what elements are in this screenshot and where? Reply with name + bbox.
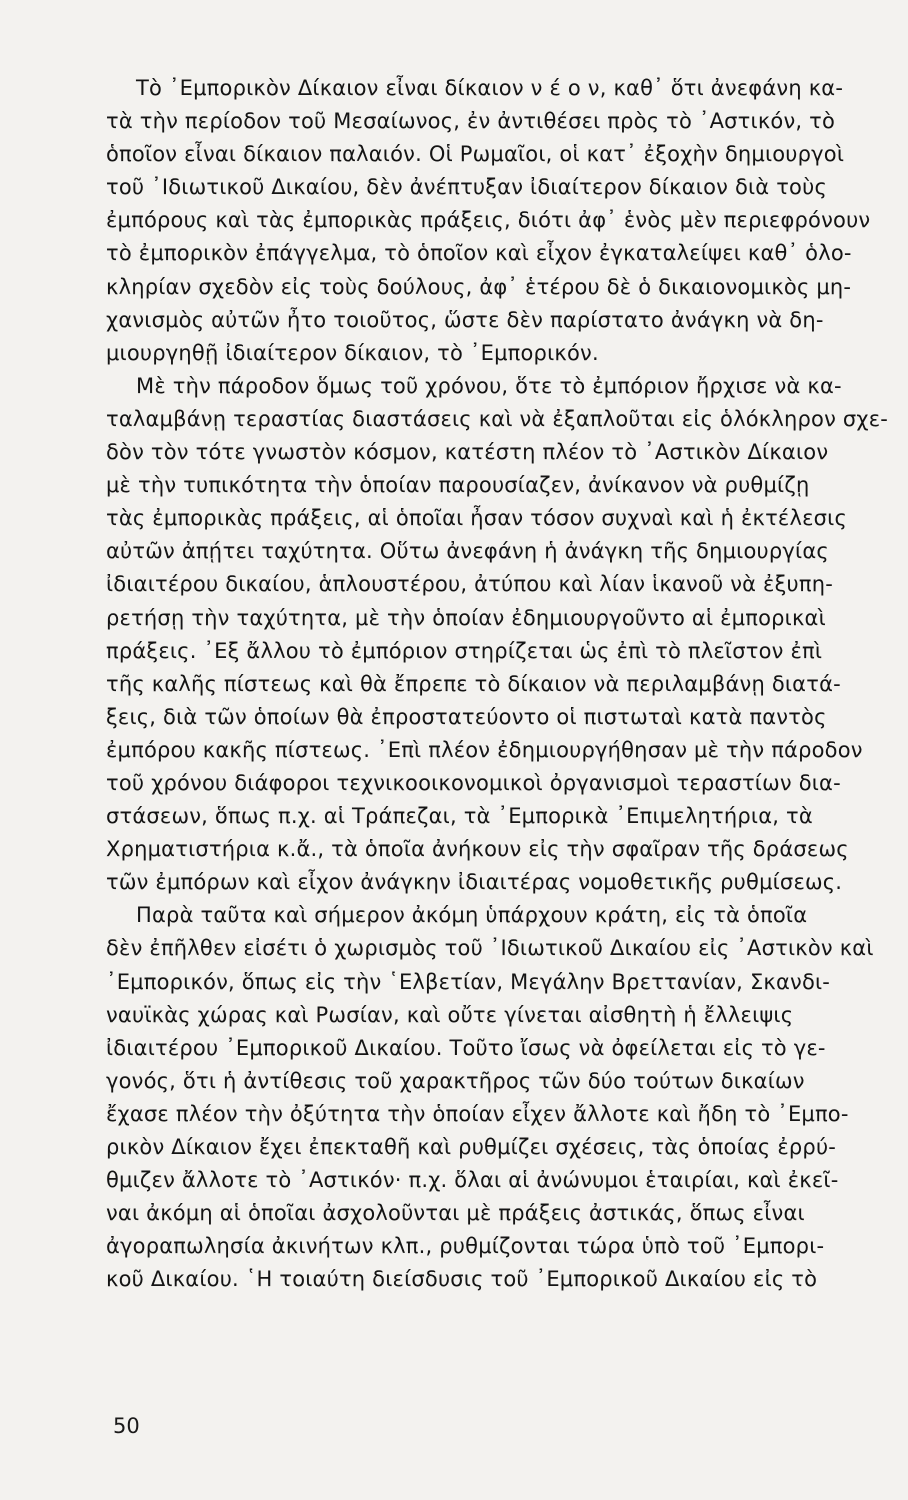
text-line: τοῦ χρόνου διάφοροι τεχνικοοικονομικοὶ ὀργανισμοὶ τεραστίων δια- [106,770,841,795]
text-line: ἐμπόρου κακῆς πίστεως. ᾿Επὶ πλέον ἐδημιουργήθησαν μὲ τὴν πάροδον [106,737,863,762]
text-line: τὰς ἐμπορικὰς πράξεις, αἱ ὁποῖαι ἦσαν τόσον συχναὶ καὶ ἡ ἐκτέλεσις [106,506,847,531]
text-line: στάσεων, ὅπως π.χ. αἱ Τράπεζαι, τὰ ᾿Εμπορικὰ ᾿Επιμελητήρια, τὰ [106,804,813,829]
text-line: γονός, ὅτι ἡ ἀντίθεσις τοῦ χαρακτῆρος τῶν δύο τούτων δικαίων [106,1068,805,1093]
text-line: ἰδιαιτέρου δικαίου, ἁπλουστέρου, ἀτύπου καὶ λίαν ἱκανοῦ νὰ ἐξυπη- [106,572,833,597]
text-line: ρικὸν Δίκαιον ἔχει ἐπεκταθῆ καὶ ρυθμίζει σχέσεις, τὰς ὁποίας ἐρρύ- [106,1135,837,1159]
text-line: Τὸ ᾿Εμπορικὸν Δίκαιον εἶναι δίκαιον ν έ ο ν, καθ᾿ ὅτι ἀνεφάνη κα- [136,76,844,100]
text-line: τὰ τὴν περίοδον τοῦ Μεσαίωνος, ἐν ἀντιθέσει πρὸς τὸ ᾿Αστικόν, τὸ [106,109,836,134]
text-line: ναι ἀκόμη αἱ ὁποῖαι ἀσχολοῦνται μὲ πράξεις ἀστικάς, ὅπως εἶναι [106,1201,805,1226]
text-line: κοῦ Δικαίου. ῾Η τοιαύτη διείσδυσις τοῦ ᾿Εμπορικοῦ Δικαίου εἰς τὸ [106,1267,818,1292]
text-line: δὸν τὸν τότε γνωστὸν κόσμον, κατέστη πλέον τὸ ᾿Αστικὸν Δίκαιον [106,440,829,465]
text-line: τῶν ἐμπόρων καὶ εἶχον ἀνάγκην ἰδιαιτέρας νομοθετικῆς ρυθμίσεως. [106,870,843,895]
text-line: αὐτῶν ἀπῄτει ταχύτητα. Οὕτω ἀνεφάνη ἡ ἀνάγκη τῆς δημιουργίας [106,539,829,564]
text-line: τὸ ἐμπορικὸν ἐπάγγελμα, τὸ ὁποῖον καὶ εἶχον ἐγκαταλείψει καθ᾿ ὁλο- [106,241,852,266]
text-line: ἀγοραπωλησία ἀκινήτων κλπ., ρυθμίζονται τώρα ὑπὸ τοῦ ᾿Εμπορι- [106,1234,825,1259]
text-line: ἐμπόρους καὶ τὰς ἐμπορικὰς πράξεις, διότι ἀφ᾿ ἑνὸς μὲν περιεφρόνουν [106,208,871,233]
text-line: Χρηματιστήρια κ.ἄ., τὰ ὁποῖα ἀνήκουν εἰς τὴν σφαῖραν τῆς δράσεως [106,837,849,862]
page-number: 50 [113,1414,140,1438]
text-line: δὲν ἐπῆλθεν εἰσέτι ὁ χωρισμὸς τοῦ ᾿Ιδιωτικοῦ Δικαίου εἰς ᾿Αστικὸν καὶ [106,936,874,961]
text-line: Παρὰ ταῦτα καὶ σήμερον ἀκόμη ὑπάρχουν κράτη, εἰς τὰ ὁποῖα [136,903,808,928]
text-line: πράξεις. ᾿Εξ ἄλλου τὸ ἐμπόριον στηρίζεται ὡς ἐπὶ τὸ πλεῖστον ἐπὶ [106,638,823,663]
text-line: θμιζεν ἄλλοτε τὸ ᾿Αστικόν· π.χ. ὅλαι αἱ ἀνώνυμοι ἑταιρίαι, καὶ ἐκεῖ- [106,1168,839,1193]
text-line: τῆς καλῆς πίστεως καὶ θὰ ἔπρεπε τὸ δίκαιον νὰ περιλαμβάνῃ διατά- [106,671,841,696]
text-line: ρετήσῃ τὴν ταχύτητα, μὲ τὴν ὁποίαν ἐδημιουργοῦντο αἱ ἐμπορικαὶ [106,605,826,630]
text-line: κληρίαν σχεδὸν εἰς τοὺς δούλους, ἀφ᾿ ἑτέρου δὲ ὁ δικαιονομικὸς μη- [106,274,852,299]
paragraph [106,899,908,1296]
text-line: ταλαμβάνῃ τεραστίας διαστάσεις καὶ νὰ ἐξαπλοῦται εἰς ὁλόκληρον σχε- [106,406,889,431]
text-line: μιουργηθῇ ἰδιαίτερον δίκαιον, τὸ ᾿Εμπορικόν. [106,340,599,365]
text-line: Μὲ τὴν πάροδον ὅμως τοῦ χρόνου, ὅτε τὸ ἐμπόριον ἤρχισε νὰ κα- [136,373,842,398]
text-line: ναυϊκὰς χώρας καὶ Ρωσίαν, καὶ οὔτε γίνεται αἰσθητὴ ἡ ἔλλειψις [106,1002,794,1027]
text-line: ἰδιαιτέρου ᾿Εμπορικοῦ Δικαίου. Τοῦτο ἴσως νὰ ὀφείλεται εἰς τὸ γε- [106,1035,826,1060]
body-text [106,72,908,1296]
text-line: ᾿Εμπορικόν, ὅπως εἰς τὴν ῾Ελβετίαν, Μεγάλην Βρεττανίαν, Σκανδι- [106,969,831,994]
text-line: ὁποῖον εἶναι δίκαιον παλαιόν. Οἱ Ρωμαῖοι, οἱ κατ᾿ ἐξοχὴν δημιουργοὶ [106,142,845,167]
paragraph [106,72,908,370]
text-line: ἔχασε πλέον τὴν ὀξύτητα τὴν ὁποίαν εἶχεν ἄλλοτε καὶ ἤδη τὸ ᾿Εμπο- [106,1101,849,1126]
text-line: μὲ τὴν τυπικότητα τὴν ὁποίαν παρουσίαζεν, ἀνίκανον νὰ ρυθμίζῃ [106,473,810,498]
text-line: ξεις, διὰ τῶν ὁποίων θὰ ἐπροστατεύοντο οἱ πιστωταὶ κατὰ παντὸς [106,704,827,729]
paragraph [106,370,908,900]
text-line: τοῦ ᾿Ιδιωτικοῦ Δικαίου, δὲν ἀνέπτυξαν ἰδιαίτερον δίκαιον διὰ τοὺς [106,175,827,200]
text-line: χανισμὸς αὐτῶν ἦτο τοιοῦτος, ὥστε δὲν παρίστατο ἀνάγκη νὰ δη- [106,307,824,332]
